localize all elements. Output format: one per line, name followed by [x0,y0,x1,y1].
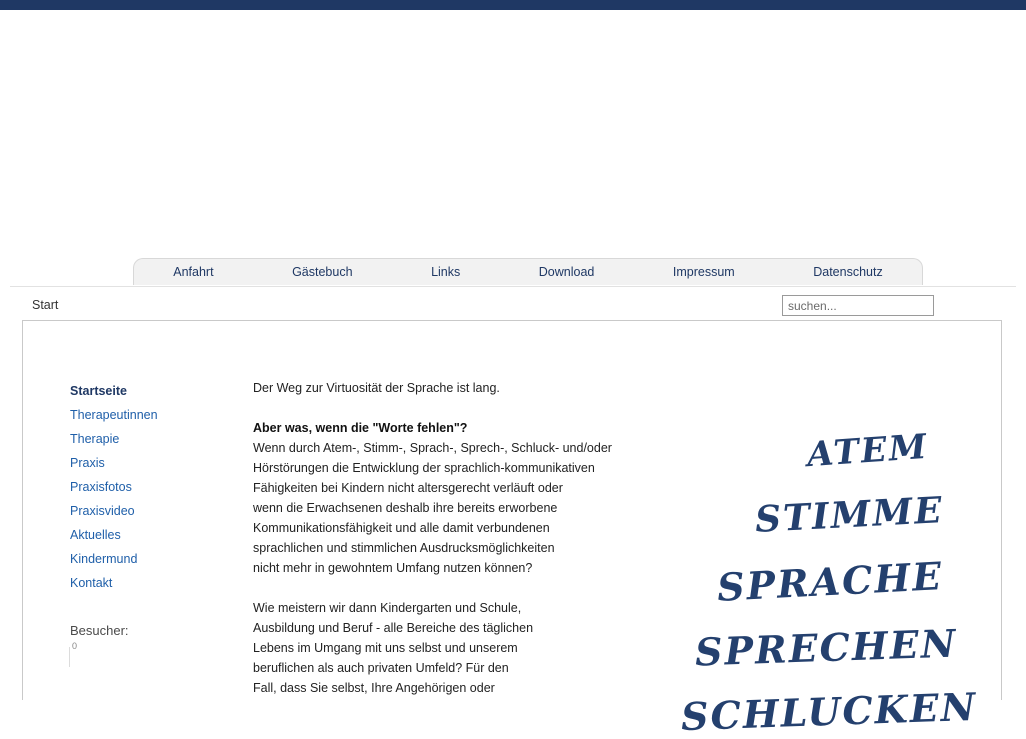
sidebar-item-kindermund[interactable]: Kindermund [70,552,138,566]
sidebar-item-praxisvideo[interactable]: Praxisvideo [70,504,135,518]
body2-line-2: Ausbildung und Beruf - alle Bereiche des täglichen [253,621,534,635]
art-word-stimme: STIMME [754,489,945,541]
body-line-4: wenn die Erwachsenen deshalb ihre bereits erworbene [253,501,558,515]
header-banner [10,10,1016,248]
body-line-5: Kommunikationsfähigkeit und alle damit verbundenen [253,521,550,535]
body2-line-5: Fall, dass Sie selbst, Ihre Angehörigen oder [253,681,495,695]
handwriting-artwork [673,426,979,739]
nav-item-download[interactable]: Download [538,265,595,279]
nav-item-datenschutz[interactable]: Datenschutz [813,265,883,279]
body-line-2: Hörstörungen die Entwicklung der sprachlich-kommunikativen [253,461,595,475]
art-word-sprache: SPRACHE [715,553,945,610]
sidebar-item-kontakt[interactable]: Kontakt [70,576,113,590]
content-panel [22,320,1002,739]
nav-item-impressum[interactable]: Impressum [672,265,735,279]
section-heading: Aber was, wenn die "Worte fehlen"? [253,421,468,435]
body2-line-1: Wie meistern wir dann Kindergarten und Schule, [253,601,522,615]
main-navigation [10,249,1016,285]
site-frame [10,10,1016,739]
body-line-3: Fähigkeiten bei Kindern nicht altersgerecht verläuft oder [253,481,563,495]
breadcrumb: Start [32,298,59,312]
body-line-7: nicht mehr in gewohntem Umfang nutzen können? [253,561,533,575]
spacer [253,578,613,598]
nav-item-links[interactable]: Links [431,265,461,279]
sidebar-item-startseite[interactable]: Startseite [70,384,127,398]
art-word-schlucken: SCHLUCKEN [680,683,979,739]
browser-chrome-strip [0,0,1026,10]
sidebar-item-praxisfotos[interactable]: Praxisfotos [70,480,132,494]
nav-item-gaestebuch[interactable]: Gästebuch [292,265,353,279]
body2-line-3: Lebens im Umgang mit uns selbst und unserem [253,641,518,655]
nav-item-anfahrt[interactable]: Anfahrt [173,265,214,279]
visitor-counter-value: 0 [72,641,78,651]
sidebar-menu [70,379,230,595]
search-input[interactable] [782,295,934,316]
art-word-sprechen: SPRECHEN [694,620,959,675]
sidebar-item-aktuelles[interactable]: Aktuelles [70,528,121,542]
sidebar-item-therapeutinnen[interactable]: Therapeutinnen [70,408,158,422]
body-line-1: Wenn durch Atem-, Stimm-, Sprach-, Sprech-, Schluck- und/oder [253,441,612,455]
sidebar-divider [69,647,70,667]
sidebar-item-praxis[interactable]: Praxis [70,456,105,470]
breadcrumb-row [10,286,1016,320]
body-line-6: sprachlichen und stimmlichen Ausdrucksmöglichkeiten [253,541,555,555]
visitor-counter-label: Besucher: [70,623,129,638]
intro-text: Der Weg zur Virtuosität der Sprache ist lang. [253,381,500,395]
spacer [253,398,613,418]
art-word-atem: ATEM [805,426,930,476]
main-text-column [253,378,613,698]
body2-line-4: beruflichen als auch privaten Umfeld? Für den [253,661,509,675]
main-navigation-bar [133,258,923,285]
sidebar-item-therapie[interactable]: Therapie [70,432,120,446]
